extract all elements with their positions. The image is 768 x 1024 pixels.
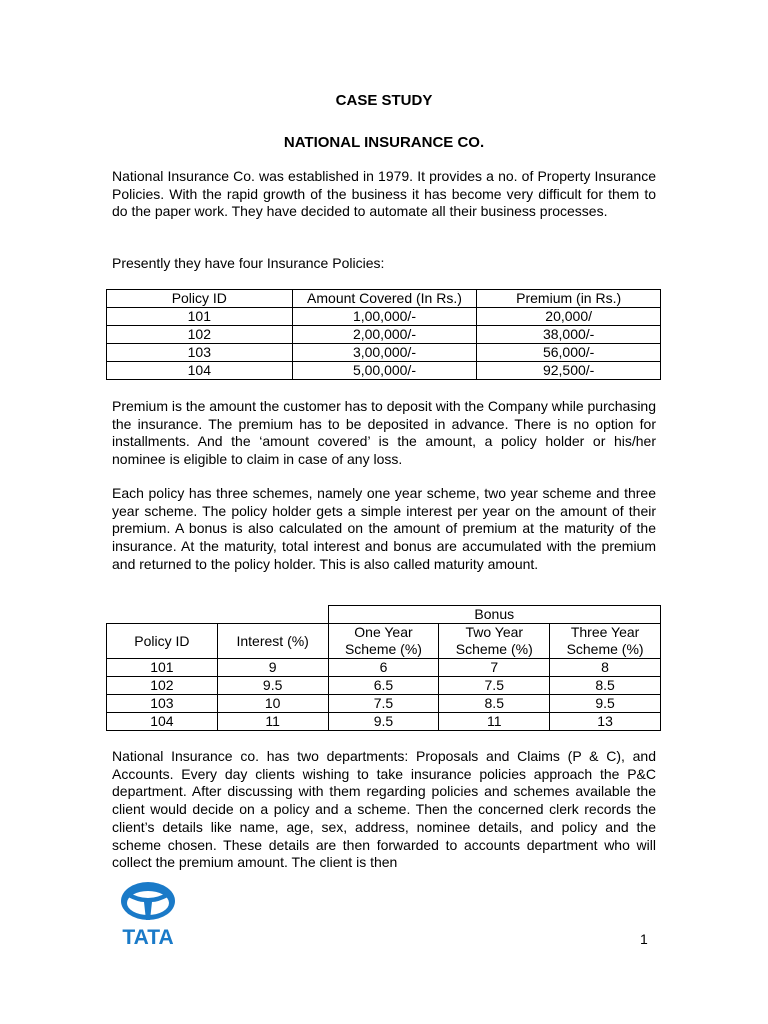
table-blank-cell: [107, 606, 329, 624]
table-cell: 56,000/-: [477, 344, 661, 362]
column-header: One Year Scheme (%): [328, 624, 439, 659]
table-cell: 102: [107, 677, 218, 695]
table-cell: 2,00,000/-: [292, 326, 477, 344]
table-row: [107, 713, 661, 731]
table-cell: 101: [107, 308, 293, 326]
table-cell: 8: [550, 659, 661, 677]
table-cell: 9.5: [550, 695, 661, 713]
paragraph-intro: National Insurance Co. was established in 1979. It provides a no. of Property Insurance Policies. With the rapid growth of the business it has become very difficult for them to do the paper work. They have decided to automate all their business processes.: [112, 168, 656, 220]
column-header: Amount Covered (In Rs.): [292, 290, 477, 308]
table-cell: 3,00,000/-: [292, 344, 477, 362]
table-cell: 102: [107, 326, 293, 344]
table-cell: 9.5: [328, 713, 439, 731]
column-header: Policy ID: [107, 290, 293, 308]
table-header-row: [107, 624, 661, 659]
table-cell: 103: [107, 695, 218, 713]
column-header: Two Year Scheme (%): [439, 624, 550, 659]
table-cell: 1,00,000/-: [292, 308, 477, 326]
table-row: [107, 362, 661, 380]
policy-table: [106, 289, 661, 380]
table-header-row: [107, 290, 661, 308]
paragraph-schemes: Each policy has three schemes, namely one year scheme, two year scheme and three year scheme. The policy holder gets a simple interest per year on the amount of their premium. A bonus is also calculated on the amount of premium at the maturity of the insurance. At the maturity, total interest and bonus are accumulated with the premium and returned to the policy holder. This is also called maturity amount.: [112, 485, 656, 572]
logo-wordmark: TATA: [122, 926, 174, 946]
table-cell: 20,000/: [477, 308, 661, 326]
table-row: [107, 659, 661, 677]
table-cell: 7.5: [328, 695, 439, 713]
bonus-table: [106, 605, 661, 731]
paragraph-policies-intro: Presently they have four Insurance Policies:: [112, 255, 385, 271]
table-row: [107, 326, 661, 344]
bonus-group-header: Bonus: [328, 606, 660, 624]
table-cell: 13: [550, 713, 661, 731]
table-cell: 92,500/-: [477, 362, 661, 380]
page-heading: CASE STUDY: [335, 92, 433, 109]
table-cell: 5,00,000/-: [292, 362, 477, 380]
page-number: 1: [640, 931, 648, 947]
table-header-row: [107, 606, 661, 624]
column-header: Interest (%): [217, 624, 328, 659]
column-header: Policy ID: [107, 624, 218, 659]
table-cell: 9.5: [217, 677, 328, 695]
paragraph-departments: National Insurance co. has two departments: Proposals and Claims (P & C), and Accounts. Every day clients wishing to take insurance policies approach the P&C department. After discussing with them regarding policies and schemes available the client would decide on a policy and a scheme. Then the concerned clerk records the client’s details like name, age, sex, address, nominee details, and policy and the scheme chosen. These details are then forwarded to accounts department who will collect the premium amount. The client is then: [112, 748, 656, 871]
column-header: Premium (in Rs.): [477, 290, 661, 308]
paragraph-premium: Premium is the amount the customer has to deposit with the Company while purchasing the insurance. The premium has to be deposited in advance. There is no option for installments. And the ‘amount covered’ is the amount, a policy holder or his/her nominee is eligible to claim in case of any loss.: [112, 398, 656, 468]
column-header: Three Year Scheme (%): [550, 624, 661, 659]
table-cell: 7.5: [439, 677, 550, 695]
table-cell: 6.5: [328, 677, 439, 695]
table-row: [107, 344, 661, 362]
table-cell: 11: [217, 713, 328, 731]
table-cell: 10: [217, 695, 328, 713]
table-row: [107, 695, 661, 713]
table-cell: 9: [217, 659, 328, 677]
table-row: [107, 677, 661, 695]
tata-logo: [112, 880, 184, 946]
table-cell: 101: [107, 659, 218, 677]
table-cell: 11: [439, 713, 550, 731]
table-cell: 6: [328, 659, 439, 677]
table-cell: 103: [107, 344, 293, 362]
table-cell: 104: [107, 713, 218, 731]
table-cell: 104: [107, 362, 293, 380]
table-cell: 8.5: [439, 695, 550, 713]
table-cell: 7: [439, 659, 550, 677]
table-cell: 8.5: [550, 677, 661, 695]
table-row: [107, 308, 661, 326]
table-cell: 38,000/-: [477, 326, 661, 344]
page-subheading: NATIONAL INSURANCE CO.: [283, 134, 485, 151]
